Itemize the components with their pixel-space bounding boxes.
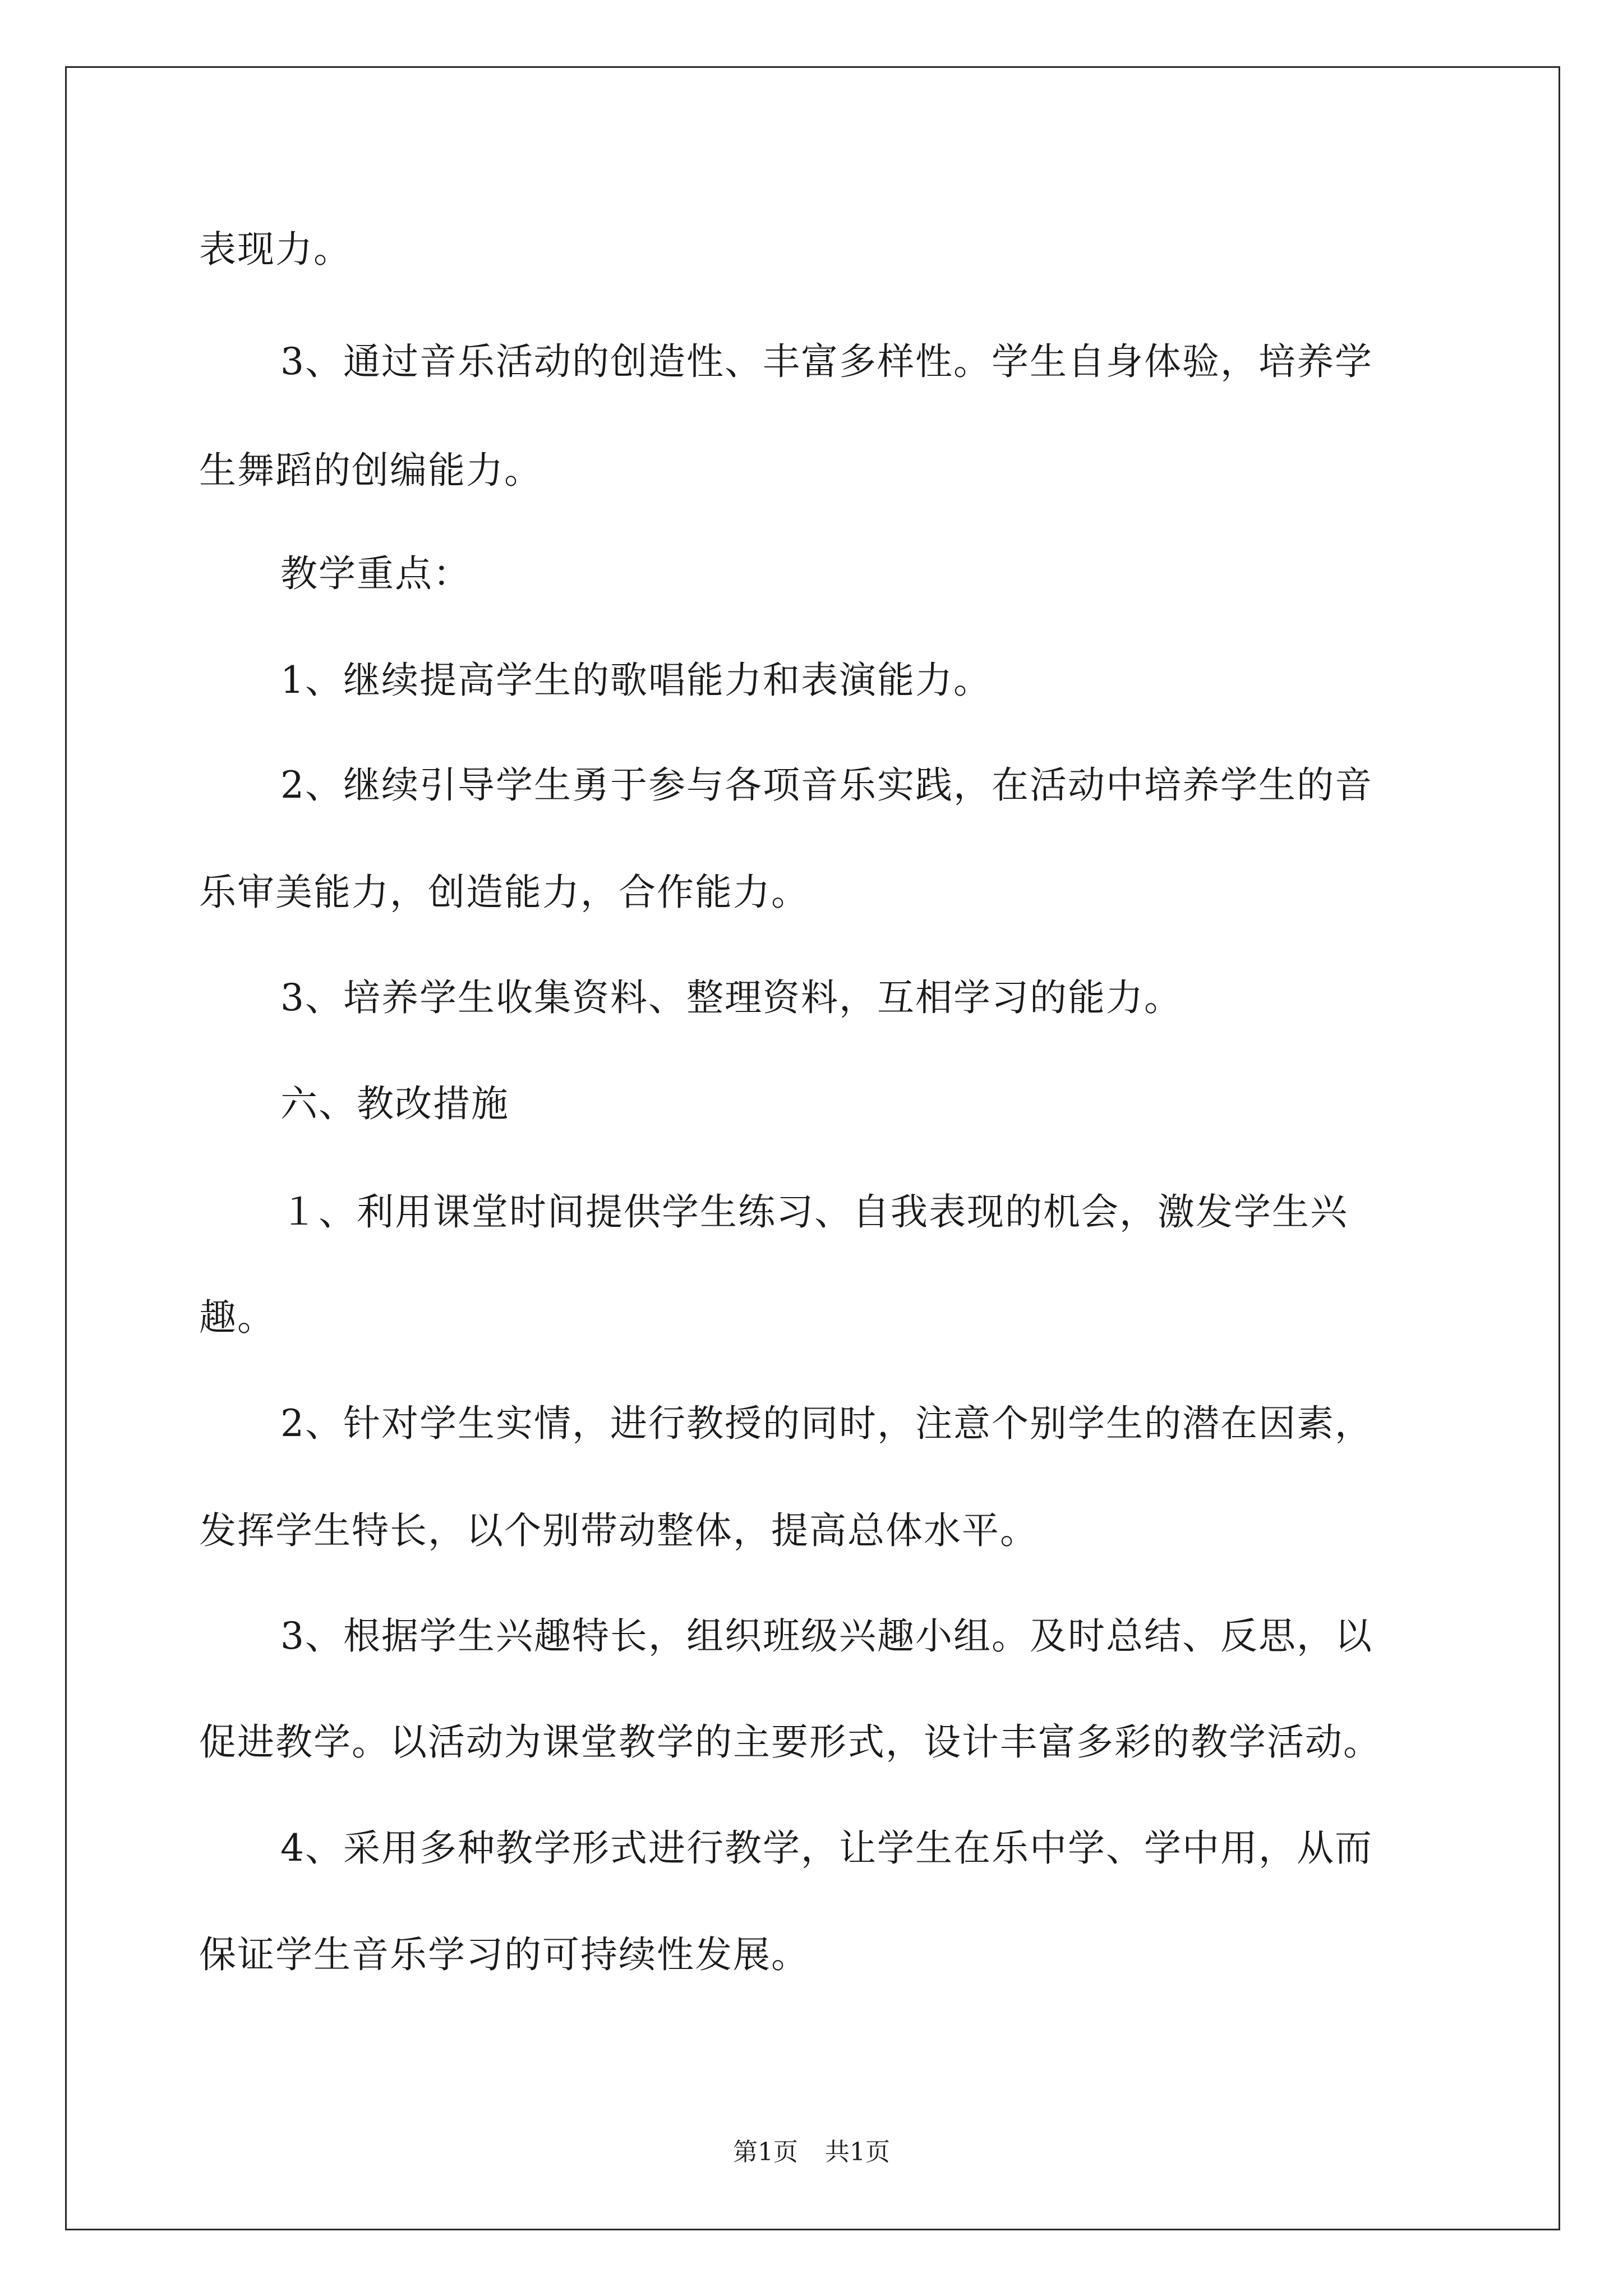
text-line: 发挥学生特长，以个别带动整体，提高总体水平。 bbox=[199, 1509, 1038, 1552]
page-number: 第1页 bbox=[733, 2138, 798, 2166]
text-line: 2、继续引导学生勇于参与各项音乐实践，在活动中培养学生的音 bbox=[280, 763, 1373, 807]
page-footer bbox=[0, 2140, 1623, 2165]
section-heading: 六、教改措施 bbox=[280, 1082, 509, 1125]
text-line: 表现力。 bbox=[199, 228, 352, 271]
text-line: 生舞蹈的创编能力。 bbox=[199, 449, 542, 492]
text-line: 1、继续提高学生的歌唱能力和表演能力。 bbox=[280, 659, 992, 702]
text-line: 3、培养学生收集资料、整理资料，互相学习的能力。 bbox=[280, 976, 1182, 1019]
text-line: 3、根据学生兴趣特长，组织班级兴趣小组。及时总结、反思，以 bbox=[280, 1614, 1373, 1658]
text-line: 4、采用多种教学形式进行教学，让学生在乐中学、学中用，从而 bbox=[280, 1826, 1373, 1870]
text-line: 乐审美能力，创造能力，合作能力。 bbox=[199, 871, 809, 914]
text-line: 趣。 bbox=[199, 1296, 275, 1339]
text-line: 2、针对学生实情，进行教授的同时，注意个别学生的潜在因素， bbox=[280, 1402, 1373, 1445]
text-line: 保证学生音乐学习的可持续性发展。 bbox=[199, 1933, 809, 1976]
text-line: １、利用课堂时间提供学生练习、自我表现的机会，激发学生兴 bbox=[280, 1190, 1348, 1234]
text-line: 3、通过音乐活动的创造性、丰富多样性。学生自身体验，培养学 bbox=[280, 340, 1373, 383]
page-total: 共1页 bbox=[825, 2138, 890, 2166]
section-heading: 教学重点： bbox=[280, 552, 471, 595]
text-line: 促进教学。以活动为课堂教学的主要形式，设计丰富多彩的教学活动。 bbox=[199, 1720, 1381, 1764]
page-border bbox=[65, 66, 1560, 2230]
